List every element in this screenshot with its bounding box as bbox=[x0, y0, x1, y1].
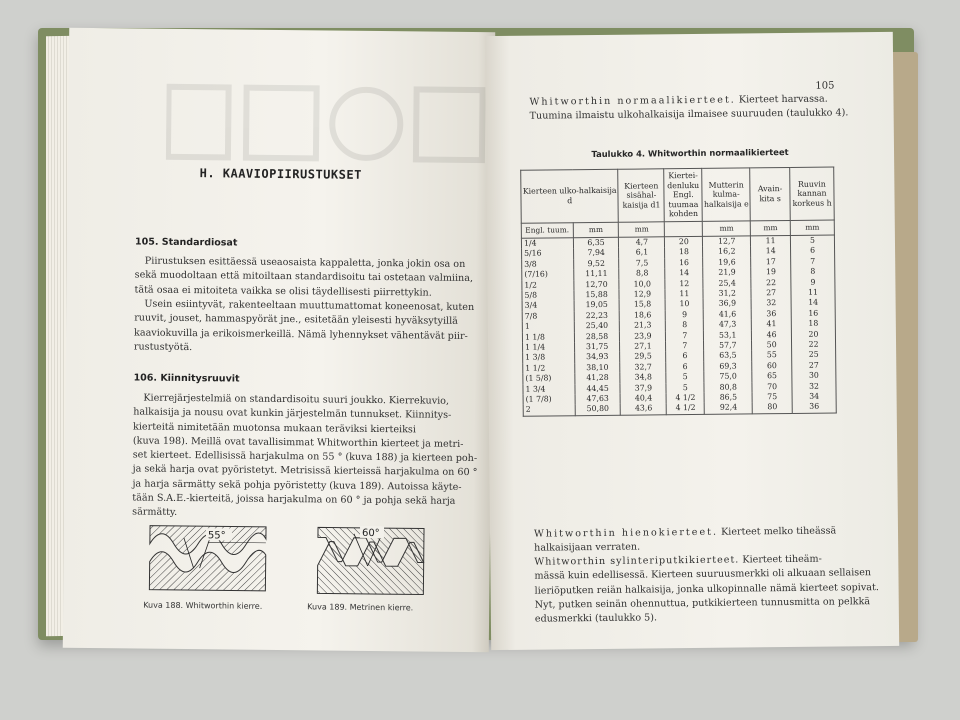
text-line: set kierteet. Edellisissä harjakulma on 55 ° (kuva 188) ja kierteen poh- bbox=[132, 449, 478, 465]
table-cell: 65 bbox=[752, 371, 792, 382]
table-cell: 8 bbox=[666, 320, 704, 331]
table-cell: 22 bbox=[751, 278, 791, 289]
table-cell: 29,5 bbox=[620, 352, 666, 363]
right-page bbox=[485, 32, 899, 650]
text-line: ruuvit, jouset, hammaspyörät jne., esitetään yleisesti hyväksytyillä bbox=[134, 312, 458, 328]
table-cell: 7/8 bbox=[522, 311, 574, 322]
table-cell: 7 bbox=[791, 256, 835, 267]
text-line: Nyt, putken seinän ohennuttua, putkikierteen tunnusmitta on pelkkä bbox=[534, 596, 871, 611]
text-line: (kuva 198). Meillä ovat tavallisimmat Whitworthin kierteet ja metri- bbox=[132, 435, 464, 450]
table-cell: 70 bbox=[752, 382, 792, 393]
table-cell: 1 1/2 bbox=[523, 363, 575, 374]
table-caption: Taulukko 4. Whitworthin normaalikierteet bbox=[591, 146, 789, 160]
header-wrench-size: Avain-kita s bbox=[750, 167, 790, 220]
metric-thread-figure bbox=[315, 525, 426, 596]
table-cell: 47,3 bbox=[704, 320, 752, 331]
table-cell: 38,10 bbox=[574, 363, 620, 374]
table-cell: 1 bbox=[522, 321, 574, 332]
table-cell: 50 bbox=[752, 340, 792, 351]
text-line: mässä kuin edellisessä. Kierteen suuruusmerkki oli alkuaan sellaisen bbox=[534, 567, 872, 582]
text-line: lieriöputken reiän halkaisija, jonka ulkopinnalle nämä kierteet sopivat. bbox=[534, 581, 879, 597]
table-cell: 4,7 bbox=[619, 237, 665, 248]
table-cell: 60 bbox=[752, 361, 792, 372]
header-threads-per-inch: Kiertei-denluku Engl. tuumaa kohden bbox=[664, 168, 703, 221]
text-line: kaaviokuvilla ja erikoismerkeillä. Nämä lyhennykset vähentävät piir- bbox=[134, 327, 468, 342]
page-number: 105 bbox=[815, 80, 835, 92]
table-cell: 9,52 bbox=[573, 259, 619, 270]
table-cell: 8,8 bbox=[619, 268, 665, 279]
table-cell: 19,6 bbox=[703, 257, 751, 268]
table-cell: 50,80 bbox=[575, 404, 621, 415]
paragraph-standard-parts-1 bbox=[134, 254, 474, 300]
paragraph-standard-parts-2 bbox=[134, 297, 475, 358]
table-cell: 40,4 bbox=[621, 393, 667, 404]
text-line: sekä muodoltaan että mitoiltaan standardisoitu tai ostetaan valmiina, bbox=[134, 269, 474, 285]
unit-cell: mm bbox=[703, 221, 751, 237]
table-cell: 20 bbox=[665, 236, 703, 247]
table-cell: 5 bbox=[666, 372, 704, 383]
text-line: halkaisijaan verraten. bbox=[534, 541, 641, 554]
unit-cell: mm bbox=[790, 220, 834, 235]
text-line: Kierrejärjestelmiä on standardisoitu suuri joukko. Kierrekuvio, bbox=[143, 392, 450, 407]
text-line: kierteitä nimitetään muotonsa mukaan teräviksi kierteiksi bbox=[133, 421, 417, 436]
figure-caption-189: Kuva 189. Metrinen kierre. bbox=[307, 602, 414, 613]
table-cell: 36,9 bbox=[703, 299, 751, 310]
table-cell: (1 7/8) bbox=[523, 394, 575, 405]
table-cell: 21,3 bbox=[620, 320, 666, 331]
table-cell: 37,9 bbox=[620, 383, 666, 394]
subheading-fastening-screws: 106. Kiinnitysruuvit bbox=[133, 372, 240, 385]
table-cell: 12,9 bbox=[619, 289, 665, 300]
figure-angle-label: 55° bbox=[207, 530, 226, 542]
table-cell: 1 1/8 bbox=[522, 332, 574, 343]
table-body bbox=[521, 235, 836, 416]
table-cell: 25,40 bbox=[574, 321, 620, 332]
table-cell: 4 1/2 bbox=[666, 393, 704, 404]
table-cell: 7 bbox=[666, 341, 704, 352]
table-cell: 2 bbox=[523, 405, 575, 416]
table-cell: 8 bbox=[791, 267, 835, 278]
table-cell: 12 bbox=[665, 278, 703, 289]
table-cell: 44,45 bbox=[575, 383, 621, 394]
table-cell: 80 bbox=[752, 402, 792, 413]
whitworth-pipe-paragraph bbox=[534, 552, 879, 627]
table-cell: 47,63 bbox=[575, 394, 621, 405]
table-cell: 4 1/2 bbox=[667, 403, 705, 414]
table-cell: 5/16 bbox=[522, 249, 574, 260]
table-cell: 11 bbox=[665, 289, 703, 300]
unit-cell: mm bbox=[750, 220, 790, 235]
table-cell: 16 bbox=[665, 258, 703, 269]
table-cell: 3/8 bbox=[522, 259, 574, 270]
header-outer-diameter: Kierteen ulko-halkaisija d bbox=[521, 169, 619, 223]
table-cell: 63,5 bbox=[704, 351, 752, 362]
text-line: Piirustuksen esittäessä useaosaista kappaletta, jonka jokin osa on bbox=[144, 255, 466, 270]
text-fragment: Kierteet harvassa. bbox=[735, 93, 828, 106]
table-cell: 41 bbox=[752, 319, 792, 330]
text-line: ja sekä harja ovat pyöristetyt. Metrisissä kierteissä harjakulma on 60 ° bbox=[132, 463, 478, 479]
unit-cell: mm bbox=[619, 222, 665, 237]
table-cell: 34 bbox=[792, 392, 836, 403]
table-cell: 53,1 bbox=[704, 330, 752, 341]
table-cell: 28,58 bbox=[574, 331, 620, 342]
table-cell: 15,8 bbox=[620, 300, 666, 311]
table-cell: 5 bbox=[666, 383, 704, 394]
table-cell: 25,4 bbox=[703, 278, 751, 289]
subheading-standard-parts: 105. Standardiosat bbox=[134, 236, 238, 249]
table-cell: 11,11 bbox=[573, 269, 619, 280]
whitworth-table bbox=[520, 167, 837, 417]
table-cell: 14 bbox=[665, 268, 703, 279]
unit-cell bbox=[665, 221, 703, 236]
unit-cell: mm bbox=[573, 222, 619, 237]
table-cell: 31,75 bbox=[574, 342, 620, 353]
table-row bbox=[523, 402, 836, 416]
table-cell: 10,0 bbox=[619, 279, 665, 290]
section-title: H. KAAVIOPIIRUSTUKSET bbox=[199, 166, 362, 182]
table-cell: 7,5 bbox=[619, 258, 665, 269]
text-line: tätä osaa ei mitoiteta vaikka se olisi täydellisesti piirrettykin. bbox=[134, 284, 432, 299]
table-cell: 43,6 bbox=[621, 404, 667, 415]
table-cell: 1 3/4 bbox=[523, 384, 575, 395]
table-cell: 57,7 bbox=[704, 340, 752, 351]
table-cell: 11 bbox=[791, 288, 835, 299]
text-fragment: Kierteet melko tiheässä bbox=[717, 525, 837, 538]
table-cell: 21,9 bbox=[703, 268, 751, 279]
table-cell: 7,94 bbox=[573, 248, 619, 259]
text-line: halkaisija ja nousu ovat kunkin järjestelmän tunnukset. Kiinnitys- bbox=[133, 406, 452, 422]
table-cell: 9 bbox=[791, 277, 835, 288]
term: Whitworthin hienokierteet. bbox=[533, 526, 719, 540]
table-cell: 32 bbox=[751, 298, 791, 309]
text-fragment: Kierteet tiheäm- bbox=[739, 553, 822, 566]
table-cell: 18 bbox=[665, 247, 703, 258]
text-line: Usein esiintyvät, rakenteeltaan muuttumattomat koneenosat, kuten bbox=[144, 298, 475, 314]
table-cell: 75,0 bbox=[704, 372, 752, 383]
table-cell: 6 bbox=[666, 351, 704, 362]
table-cell: 1/2 bbox=[522, 280, 574, 291]
table-cell: 12,7 bbox=[703, 236, 751, 247]
figure-caption-188: Kuva 188. Whitworthin kierre. bbox=[143, 600, 263, 611]
table-cell: 5/8 bbox=[522, 290, 574, 301]
table-cell: 14 bbox=[791, 298, 835, 309]
table-cell: 25 bbox=[792, 350, 836, 361]
table-cell: (7/16) bbox=[522, 269, 574, 280]
table-cell: 41,28 bbox=[575, 373, 621, 384]
term: Whitworthin normaalikierteet. bbox=[529, 94, 736, 108]
table-cell: 46 bbox=[752, 330, 792, 341]
table-cell: 17 bbox=[751, 257, 791, 268]
bleed-through-drawing bbox=[166, 77, 487, 170]
table-cell: 1 3/8 bbox=[523, 353, 575, 364]
table-cell: 22,23 bbox=[574, 311, 620, 322]
table-cell: 3/4 bbox=[522, 301, 574, 312]
whitworth-thread-figure bbox=[147, 524, 268, 595]
table-cell: 86,5 bbox=[704, 392, 752, 403]
header-nut-corner-diameter: Mutterin kulma-halkaisija e bbox=[702, 168, 750, 221]
table-cell: 69,3 bbox=[704, 361, 752, 372]
table-cell: 1 1/4 bbox=[523, 342, 575, 353]
table-cell: 11 bbox=[751, 235, 791, 246]
figure-angle-label: 60° bbox=[361, 527, 380, 540]
table-cell: 36 bbox=[792, 402, 836, 413]
table-cell: 92,4 bbox=[704, 403, 752, 414]
table-cell: 23,9 bbox=[620, 331, 666, 342]
whitworth-fine-paragraph bbox=[534, 524, 874, 556]
table-cell: 30 bbox=[792, 371, 836, 382]
table-cell: 19,05 bbox=[574, 300, 620, 311]
term: Whitworthin sylinteriputkikierteet. bbox=[534, 554, 740, 568]
table-cell: 5 bbox=[790, 235, 834, 246]
table-cell: 18,6 bbox=[620, 310, 666, 321]
table-cell: 16 bbox=[791, 308, 835, 319]
table-cell: 27,1 bbox=[620, 341, 666, 352]
table-cell: 6,35 bbox=[573, 237, 619, 248]
table-cell: 36 bbox=[751, 309, 791, 320]
table-cell: 12,70 bbox=[574, 279, 620, 290]
text-line: ja harja särmätty sekä pohja pyöristetty (kuva 189). Autoissa käyte- bbox=[132, 478, 462, 493]
table-cell: 9 bbox=[666, 310, 704, 321]
table-cell: 19 bbox=[751, 267, 791, 278]
table-cell: 20 bbox=[791, 329, 835, 340]
whitworth-normal-intro bbox=[529, 92, 869, 124]
table-cell: 18 bbox=[791, 319, 835, 330]
table-cell: 27 bbox=[792, 360, 836, 371]
table-cell: 10 bbox=[665, 299, 703, 310]
header-inner-diameter: Kierteen sisähal-kaisija d1 bbox=[618, 169, 664, 222]
table-cell: 22 bbox=[792, 340, 836, 351]
table-cell: 6 bbox=[791, 246, 835, 257]
table-cell: 14 bbox=[751, 246, 791, 257]
table-cell: 15,88 bbox=[574, 290, 620, 301]
table-cell: (1 5/8) bbox=[523, 373, 575, 384]
table-cell: 32 bbox=[792, 381, 836, 392]
table-cell: 27 bbox=[751, 288, 791, 299]
text-line: tään S.A.E.-kierteitä, joissa harjakulma on 60 ° ja pohja sekä harja bbox=[132, 492, 456, 507]
table-cell: 7 bbox=[666, 331, 704, 342]
text-line: Tuumina ilmaistu ulkohalkaisija ilmaisee suuruuden (taulukko 4). bbox=[529, 107, 849, 122]
text-line: edusmerkki (taulukko 5). bbox=[534, 612, 658, 625]
table-cell: 41,6 bbox=[704, 309, 752, 320]
unit-cell: Engl. tuum. bbox=[521, 223, 573, 239]
table-cell: 31,2 bbox=[703, 288, 751, 299]
text-line: rustustyötä. bbox=[133, 341, 193, 353]
header-head-height: Ruuvin kannan korkeus h bbox=[790, 167, 834, 220]
table-cell: 1/4 bbox=[521, 238, 573, 249]
table-cell: 6,1 bbox=[619, 248, 665, 259]
left-page bbox=[63, 28, 495, 652]
table-cell: 34,8 bbox=[620, 373, 666, 384]
table-cell: 32,7 bbox=[620, 362, 666, 373]
table-cell: 80,8 bbox=[704, 382, 752, 393]
table-cell: 55 bbox=[752, 350, 792, 361]
table-cell: 16,2 bbox=[703, 247, 751, 258]
table-cell: 34,93 bbox=[574, 352, 620, 363]
table-cell: 75 bbox=[752, 392, 792, 403]
table-cell: 6 bbox=[666, 362, 704, 373]
text-line: särmätty. bbox=[132, 506, 178, 519]
paragraph-fastening-screws bbox=[132, 391, 478, 523]
